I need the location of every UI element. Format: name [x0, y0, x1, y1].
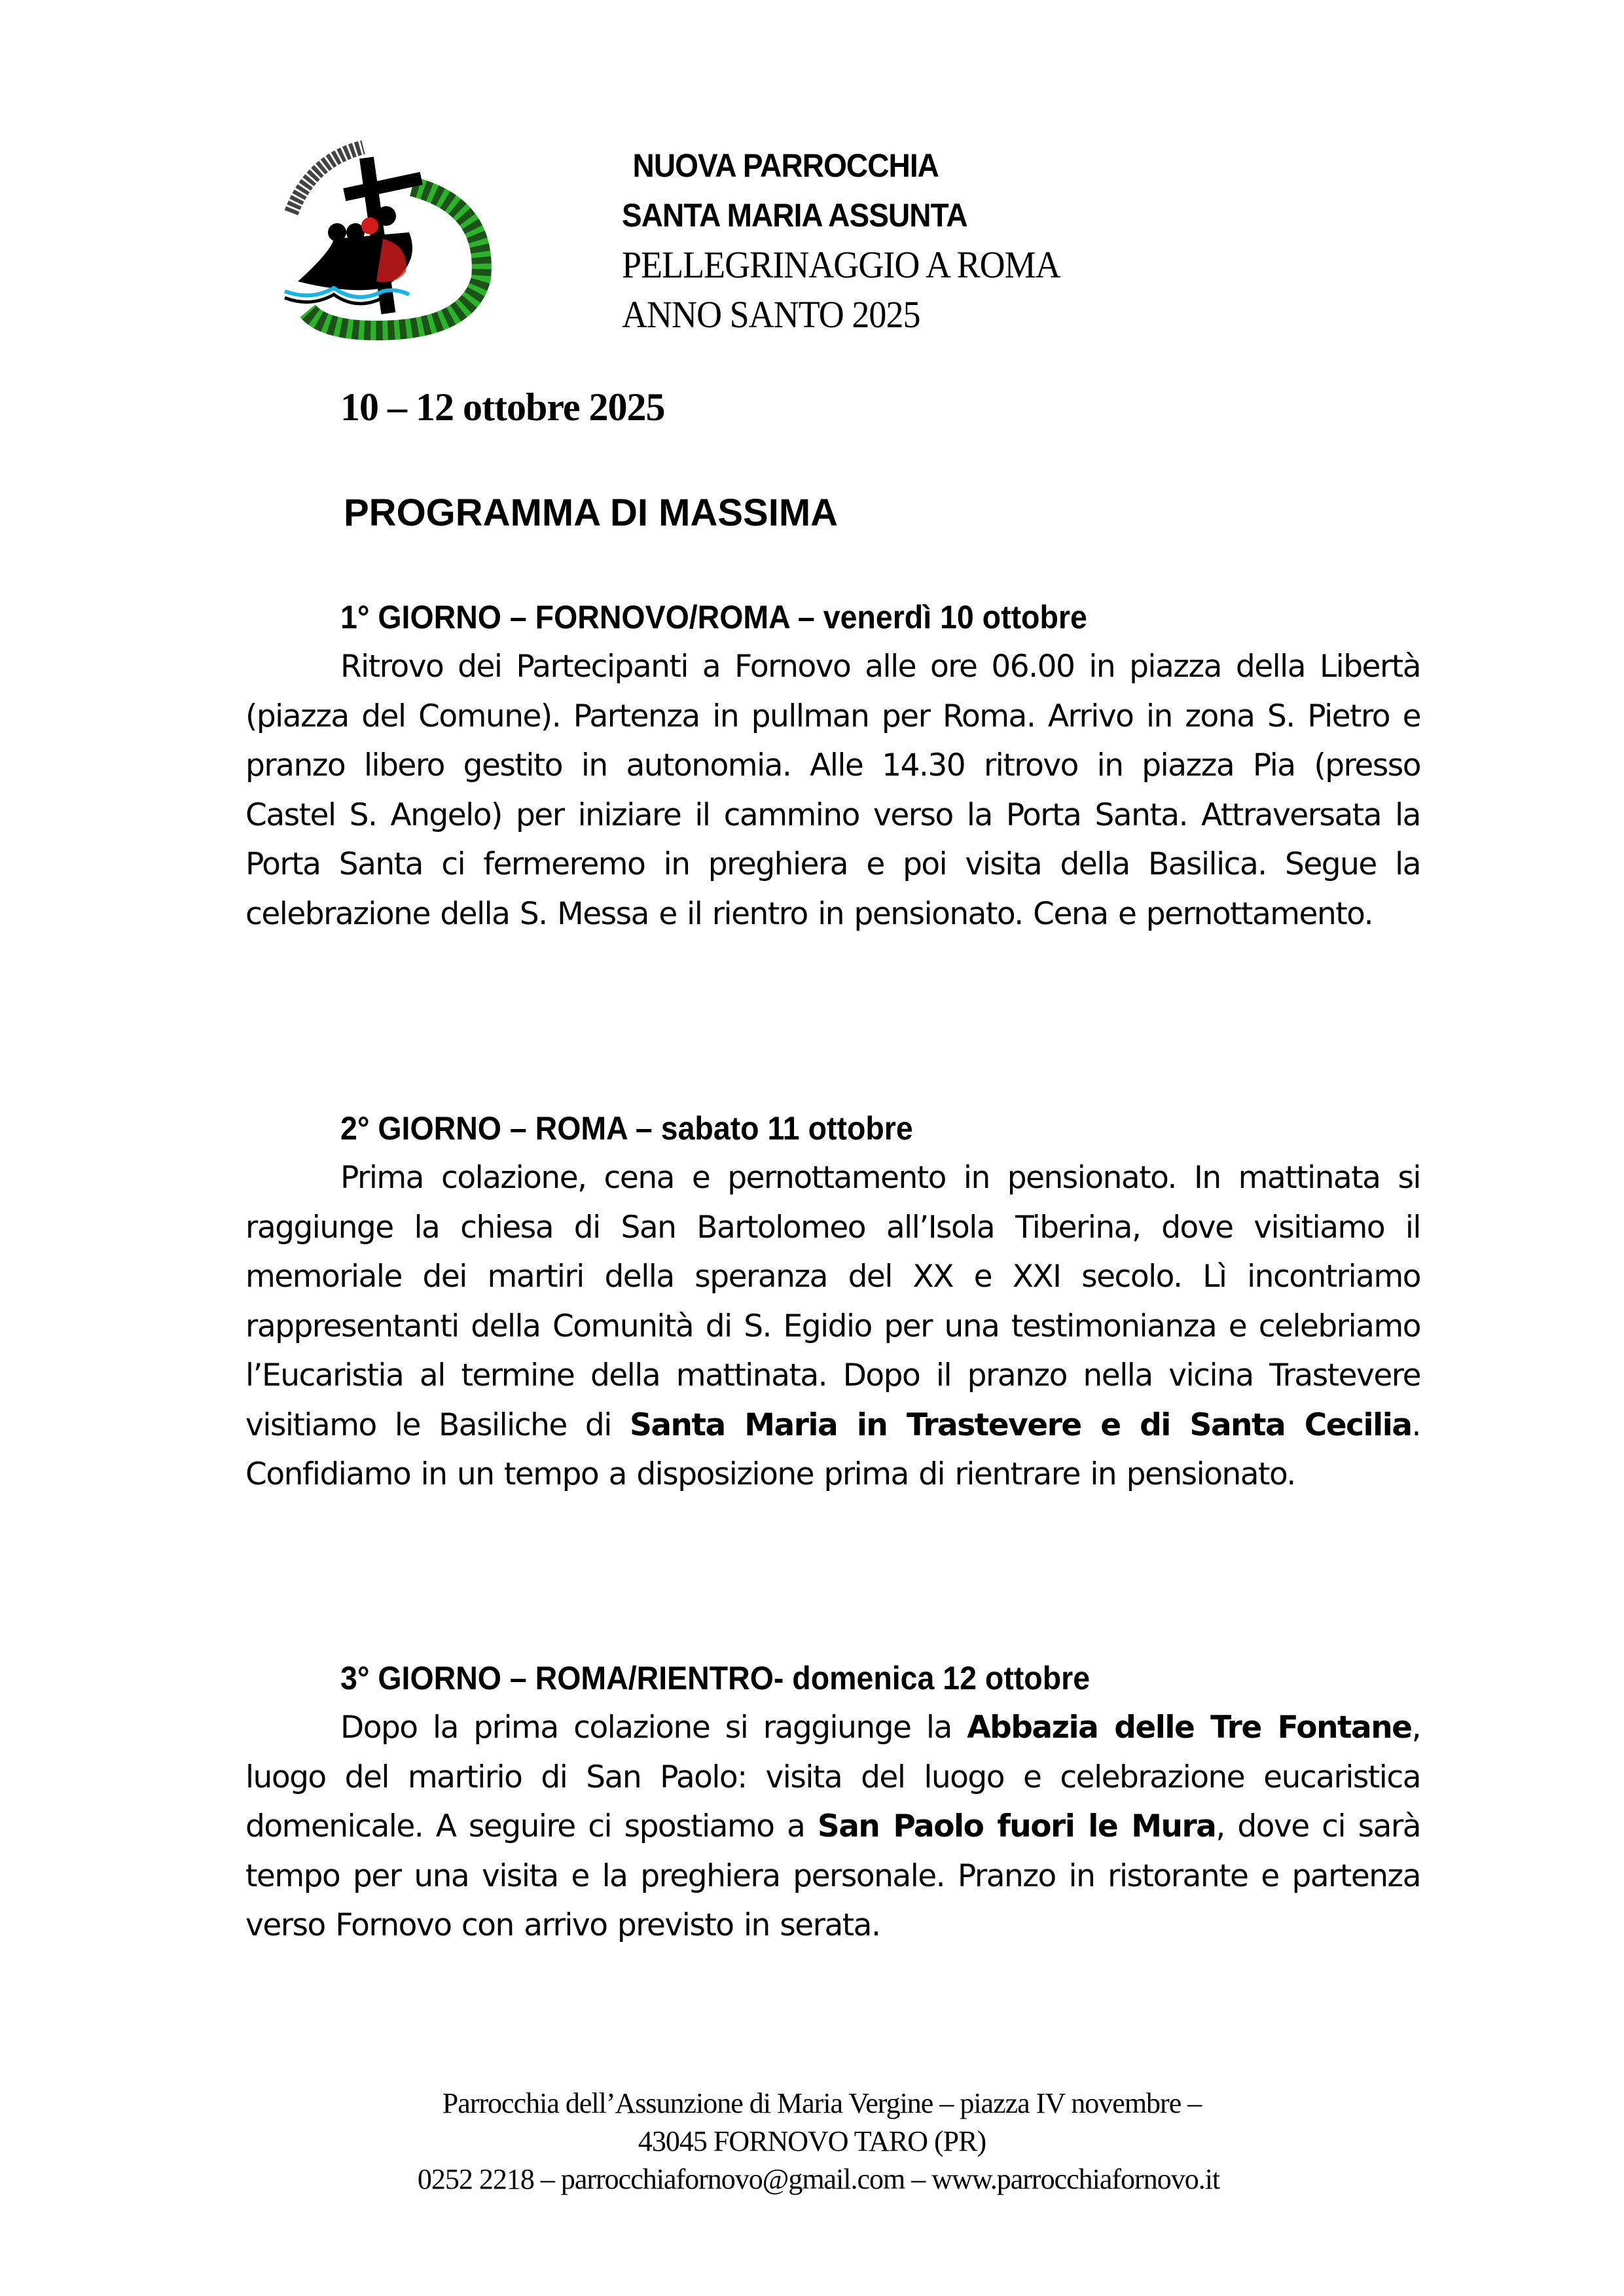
day-1-text: Ritrovo dei Partecipanti a Fornovo alle ore 06.00 in piazza della Libertà (piazza del Comune). Partenza in pullman per Roma. Arrivo in zona S. Pietro e pranzo libero gestito in autonomia. Alle 14.30 ritrovo in piazza Pia (presso Castel S. Angelo) per iniziare il cammino verso la Porta Santa. Attraversata la Porta Santa ci fermeremo in preghiera e poi visita della Basilica. Segue la celebrazione della S. Messa e il rientro in pensionato. Cena e pernottamento.	[245, 649, 1420, 932]
day-2-basilicas: Santa Maria in Trastevere e di Santa Cecilia	[629, 1407, 1412, 1443]
day-1-section	[245, 592, 1420, 939]
day-1-title: 1° GIORNO – FORNOVO/ROMA – venerdì 10 ottobre	[340, 599, 1087, 636]
day-1-description	[245, 642, 1420, 939]
day-3-text-b: , luogo del martirio di San Paolo: visita del luogo e celebrazione eucaristica domenicale. A seguire ci spostiamo a	[245, 1710, 1421, 1844]
day-3-text-c: , dove ci sarà tempo per una visita e la preghiera personale. Pranzo in ristorante e partenza verso Fornovo con arrivo previsto in serata.	[245, 1808, 1420, 1943]
parish-logo	[272, 134, 497, 344]
day-2-text-b: . Confidiamo in un tempo a disposizione prima di rientrare in pensionato.	[245, 1407, 1420, 1492]
parish-header	[622, 141, 1093, 340]
footer-contacts	[0, 2161, 1624, 2198]
parish-contact-footer	[0, 2085, 1624, 2198]
header-line-parish: NUOVA PARROCCHIA	[632, 147, 939, 184]
day-2-section	[245, 1103, 1420, 1499]
footer-city: 43045 FORNOVO TARO (PR)	[638, 2125, 986, 2157]
footer-separator: –	[905, 2163, 932, 2195]
header-line-pilgrimage: PELLEGRINAGGIO A ROMA	[622, 243, 1060, 286]
event-dates: 10 – 12 ottobre 2025	[340, 386, 665, 429]
pilgrim-boat-logo-icon	[272, 134, 497, 344]
day-2-description	[245, 1153, 1420, 1499]
day-3-abbey: Abbazia delle Tre Fontane	[967, 1710, 1412, 1746]
footer-website-link[interactable]: www.parrocchiafornovo.it	[931, 2163, 1220, 2195]
day-2-text-a: Prima colazione, cena e pernottamento in pensionato. In mattinata si raggiunge la chiesa di San Bartolomeo all’Isola Tiberina, dove visitiamo il memoriale dei martiri della speranza del XX e XXI secolo. Lì incontriamo rappresentanti della Comunità di S. Egidio per una testimonianza e celebriamo l’Eucaristia al termine della mattinata. Dopo il pranzo nella vicina Trastevere visitiamo le Basiliche di	[245, 1160, 1420, 1443]
day-3-text-a: Dopo la prima colazione si raggiunge la	[340, 1710, 967, 1746]
footer-email-link[interactable]: parrocchiafornovo@gmail.com	[560, 2163, 905, 2195]
footer-separator: –	[533, 2163, 561, 2195]
day-2-title: 2° GIORNO – ROMA – sabato 11 ottobre	[340, 1110, 913, 1147]
header-line-church: SANTA MARIA ASSUNTA	[622, 197, 967, 234]
day-3-basilica: San Paolo fuori le Mura	[817, 1808, 1216, 1844]
day-3-section	[245, 1653, 1420, 1950]
day-3-description	[245, 1703, 1420, 1950]
day-3-title: 3° GIORNO – ROMA/RIENTRO- domenica 12 ottobre	[340, 1660, 1091, 1696]
footer-address: Parrocchia dell’Assunzione di Maria Vergine – piazza IV novembre –	[442, 2087, 1202, 2119]
header-line-holy-year: ANNO SANTO 2025	[622, 293, 920, 336]
program-title: PROGRAMMA DI MASSIMA	[344, 492, 839, 534]
footer-phone: 0252 2218	[417, 2163, 534, 2195]
